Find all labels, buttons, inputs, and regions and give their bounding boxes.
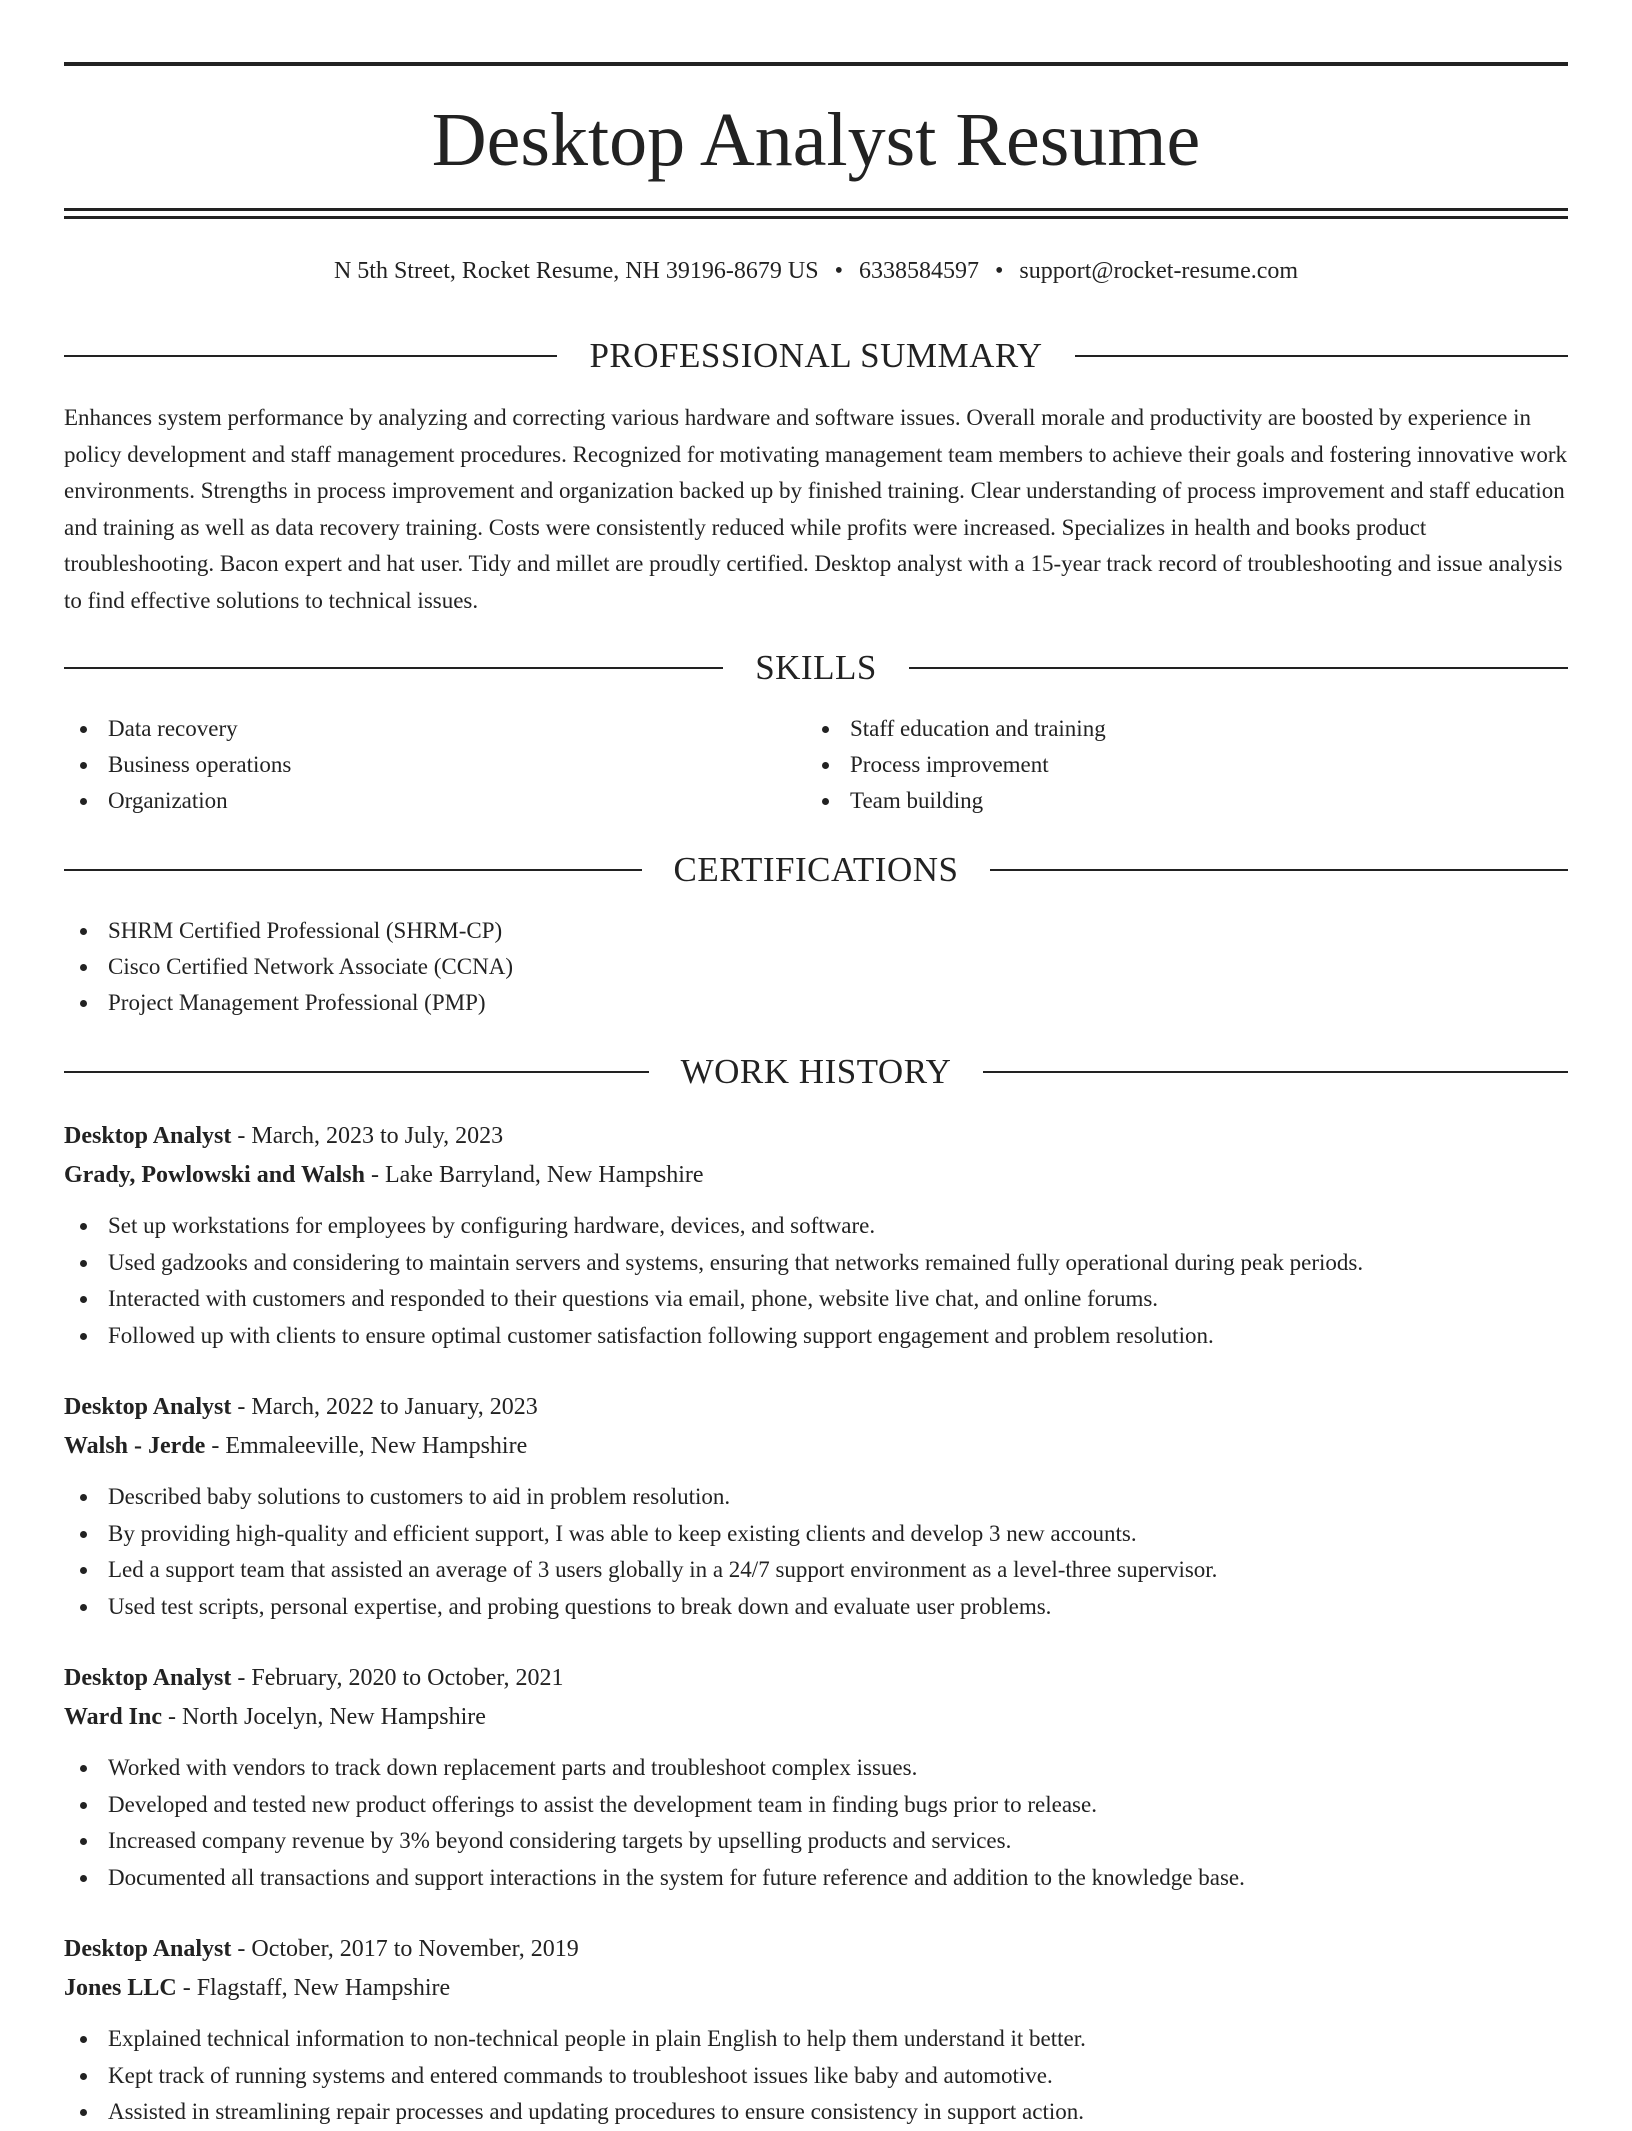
header-bottom-rule-second bbox=[64, 216, 1568, 219]
job-company: Ward Inc bbox=[64, 1704, 163, 1730]
heading-rule-right bbox=[909, 667, 1568, 669]
skill-item: Data recovery bbox=[64, 711, 804, 747]
job-location: Lake Barryland, New Hampshire bbox=[384, 1162, 704, 1188]
job-bullet: Interacted with customers and responded to their questions via email, phone, website live chat, and online forums. bbox=[64, 1281, 1568, 1318]
job-bullets bbox=[64, 1750, 1568, 1896]
job-title: Desktop Analyst bbox=[64, 1123, 232, 1149]
job-bullet: Described baby solutions to customers to aid in problem resolution. bbox=[64, 1479, 1568, 1516]
job-title-line: Desktop Analyst - March, 2022 to January, 2023 bbox=[64, 1394, 538, 1420]
job-bullet: Developed and tested new product offerings to assist the development team in finding bugs prior to release. bbox=[64, 1787, 1568, 1824]
section-heading-label: CERTIFICATIONS bbox=[673, 850, 959, 889]
heading-rule-right bbox=[1075, 355, 1568, 357]
job-bullet: Set up workstations for employees by configuring hardware, devices, and software. bbox=[64, 1208, 1568, 1245]
job-dates: March, 2022 to January, 2023 bbox=[251, 1394, 538, 1420]
job-bullets bbox=[64, 1208, 1568, 1354]
job-location: North Jocelyn, New Hampshire bbox=[182, 1704, 486, 1730]
header-bottom-rule bbox=[64, 208, 1568, 211]
job-company: Walsh - Jerde bbox=[64, 1433, 206, 1459]
job-company-line: Ward Inc - North Jocelyn, New Hampshire bbox=[64, 1704, 486, 1730]
job-location: Emmaleeville, New Hampshire bbox=[225, 1433, 528, 1459]
job-entry bbox=[64, 1930, 1568, 2131]
section-heading-summary bbox=[64, 334, 1568, 378]
skill-item: Business operations bbox=[64, 747, 804, 783]
skill-item: Staff education and training bbox=[806, 711, 1546, 747]
job-company: Jones LLC bbox=[64, 1975, 177, 2001]
skills-list-right bbox=[806, 711, 1546, 819]
contact-phone: 6338584597 bbox=[858, 258, 979, 284]
section-heading-label: SKILLS bbox=[755, 648, 877, 687]
header-top-rule bbox=[64, 62, 1568, 66]
certification-item: SHRM Certified Professional (SHRM-CP) bbox=[64, 913, 1568, 949]
section-heading-certifications bbox=[64, 848, 1568, 892]
job-entry bbox=[64, 1659, 1568, 1896]
job-dates: October, 2017 to November, 2019 bbox=[251, 1936, 579, 1962]
job-bullet: Used gadzooks and considering to maintain servers and systems, ensuring that networks remained fully operational during peak periods. bbox=[64, 1245, 1568, 1282]
heading-rule-left bbox=[64, 869, 642, 871]
contact-separator: • bbox=[834, 258, 843, 284]
page-title: Desktop Analyst Resume bbox=[431, 98, 1201, 182]
summary-paragraph: Enhances system performance by analyzing and correcting various hardware and software issues. Overall morale and productivity are boosted by experience in policy development and staff management procedures. Recognized for motivating management team members to achieve their goals and fostering innovative work environments. Strengths in process improvement and organization backed up by finished training. Clear understanding of process improvement and staff education and training as well as data recovery training. Costs were consistently reduced while profits were increased. Specializes in health and books product troubleshooting. Bacon expert and hat user. Tidy and millet are proudly certified. Desktop analyst with a 15-year track record of troubleshooting and issue analysis to find effective solutions to technical issues. bbox=[64, 405, 1568, 613]
heading-rule-right bbox=[990, 869, 1568, 871]
job-title-line: Desktop Analyst - October, 2017 to November, 2019 bbox=[64, 1936, 579, 1962]
heading-rule-left bbox=[64, 1071, 649, 1073]
contact-email: support@rocket-resume.com bbox=[1019, 258, 1299, 284]
job-bullet: Documented all transactions and support interactions in the system for future reference and addition to the knowledge base. bbox=[64, 1860, 1568, 1897]
job-bullet: Followed up with clients to ensure optimal customer satisfaction following support engagement and problem resolution. bbox=[64, 1318, 1568, 1355]
skill-item: Organization bbox=[64, 783, 804, 819]
job-bullet: Increased company revenue by 3% beyond considering targets by upselling products and services. bbox=[64, 1823, 1568, 1860]
certification-item: Project Management Professional (PMP) bbox=[64, 985, 1568, 1021]
contact-separator: • bbox=[994, 258, 1004, 284]
job-dates: February, 2020 to October, 2021 bbox=[251, 1665, 564, 1691]
job-bullet: Explained technical information to non-technical people in plain English to help them understand it better. bbox=[64, 2021, 1568, 2058]
section-heading-skills bbox=[64, 646, 1568, 690]
job-title: Desktop Analyst bbox=[64, 1394, 232, 1420]
job-entry bbox=[64, 1388, 1568, 1625]
job-company-line: Grady, Powlowski and Walsh - Lake Barryland, New Hampshire bbox=[64, 1162, 704, 1188]
job-company-line: Walsh - Jerde - Emmaleeville, New Hampshire bbox=[64, 1433, 528, 1459]
job-bullet: Used test scripts, personal expertise, and probing questions to break down and evaluate user problems. bbox=[64, 1589, 1568, 1626]
job-company-line: Jones LLC - Flagstaff, New Hampshire bbox=[64, 1975, 451, 2001]
job-bullets bbox=[64, 2021, 1568, 2131]
job-bullet: Kept track of running systems and entered commands to troubleshoot issues like baby and automotive. bbox=[64, 2058, 1568, 2095]
skill-item: Process improvement bbox=[806, 747, 1546, 783]
skills-list-left bbox=[64, 711, 804, 819]
contact-line bbox=[64, 254, 1568, 288]
section-heading-work-history bbox=[64, 1050, 1568, 1094]
certifications-list bbox=[64, 913, 1568, 1021]
job-dates: March, 2023 to July, 2023 bbox=[251, 1123, 504, 1149]
skill-item: Team building bbox=[806, 783, 1546, 819]
job-title-line: Desktop Analyst - February, 2020 to October, 2021 bbox=[64, 1665, 564, 1691]
heading-rule-left bbox=[64, 667, 723, 669]
section-heading-label: PROFESSIONAL SUMMARY bbox=[589, 336, 1043, 375]
job-bullets bbox=[64, 1479, 1568, 1625]
job-bullet: Assisted in streamlining repair processes and updating procedures to ensure consistency in support action. bbox=[64, 2094, 1568, 2131]
heading-rule-right bbox=[983, 1071, 1568, 1073]
certification-item: Cisco Certified Network Associate (CCNA) bbox=[64, 949, 1568, 985]
job-title: Desktop Analyst bbox=[64, 1665, 232, 1691]
contact-address: N 5th Street, Rocket Resume, NH 39196-8679 US bbox=[333, 258, 819, 284]
job-entry bbox=[64, 1117, 1568, 1354]
job-bullet: By providing high-quality and efficient support, I was able to keep existing clients and develop 3 new accounts. bbox=[64, 1516, 1568, 1553]
job-title-line: Desktop Analyst - March, 2023 to July, 2023 bbox=[64, 1123, 504, 1149]
heading-rule-left bbox=[64, 355, 557, 357]
section-heading-label: WORK HISTORY bbox=[680, 1052, 952, 1091]
job-bullet: Led a support team that assisted an average of 3 users globally in a 24/7 support environment as a level-three supervisor. bbox=[64, 1552, 1568, 1589]
job-company: Grady, Powlowski and Walsh bbox=[64, 1162, 365, 1188]
job-location: Flagstaff, New Hampshire bbox=[196, 1975, 451, 2001]
job-bullet: Worked with vendors to track down replacement parts and troubleshoot complex issues. bbox=[64, 1750, 1568, 1787]
job-title: Desktop Analyst bbox=[64, 1936, 232, 1962]
